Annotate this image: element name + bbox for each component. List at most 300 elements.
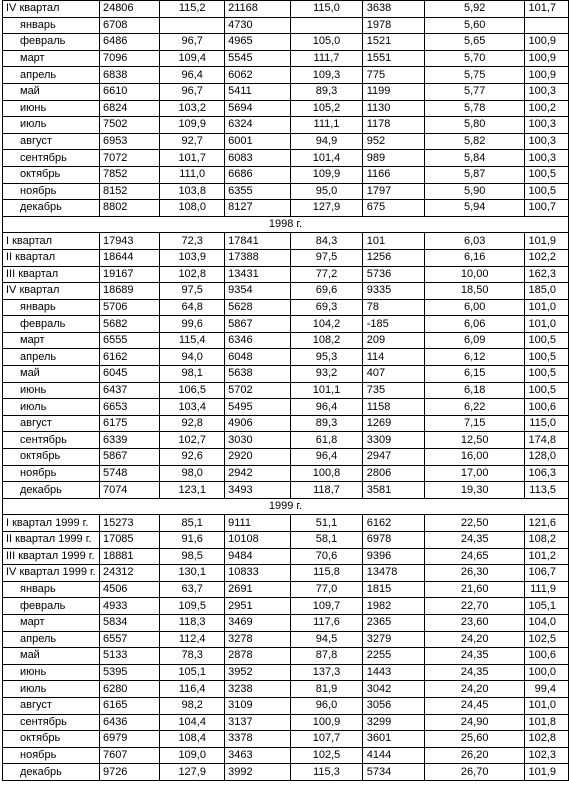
table-cell-col3: 96,7 (160, 83, 225, 100)
table-cell-col3: 85,1 (160, 515, 225, 532)
table-cell-col6: 114 (362, 349, 424, 366)
table-row (3, 515, 569, 532)
table-cell-col4: 3278 (225, 631, 291, 648)
table-cell-col4: 5702 (225, 382, 291, 399)
table-cell-col7: 17,00 (424, 465, 525, 482)
table-cell-col4: 3137 (225, 714, 291, 731)
table-cell-col6: 101 (362, 233, 424, 250)
table-cell-col6: 3279 (362, 631, 424, 648)
table-row (3, 664, 569, 681)
month-label: май (3, 83, 100, 100)
table-cell-col6: 1269 (362, 415, 424, 432)
table-cell-col4: 6083 (225, 150, 291, 167)
table-cell-col7: 22,70 (424, 598, 525, 615)
table-cell-col6: 5734 (362, 764, 424, 781)
table-cell-col2: 15273 (99, 515, 159, 532)
table-cell-col4: 8127 (225, 200, 291, 217)
table-cell-col8: 185,0 (525, 283, 569, 300)
table-cell-col3: 109,0 (160, 747, 225, 764)
table-cell-col5: 101,4 (291, 150, 362, 167)
table-cell-col8: 101,7 (525, 1, 569, 18)
table-cell-col4: 2920 (225, 449, 291, 466)
table-cell-col6: 1815 (362, 581, 424, 598)
table-row (3, 283, 569, 300)
table-cell-col3: 105,1 (160, 664, 225, 681)
table-cell-col4: 9354 (225, 283, 291, 300)
table-cell-col2: 7502 (99, 117, 159, 134)
table-cell-col6: 2806 (362, 465, 424, 482)
table-cell-col2: 4933 (99, 598, 159, 615)
table-cell-col6: 1166 (362, 166, 424, 183)
table-cell-col2: 18689 (99, 283, 159, 300)
table-cell-col4: 5694 (225, 100, 291, 117)
table-cell-col4: 3238 (225, 681, 291, 698)
table-cell-col7: 18,50 (424, 283, 525, 300)
table-cell-col7: 21,60 (424, 581, 525, 598)
table-cell-col7: 24,20 (424, 631, 525, 648)
table-cell-col5: 104,2 (291, 316, 362, 333)
table-cell-col2: 6653 (99, 399, 159, 416)
table-cell-col2: 5133 (99, 648, 159, 665)
table-cell-col8: 100,5 (525, 332, 569, 349)
quarter-label: III квартал (3, 266, 100, 283)
table-cell-col7: 22,50 (424, 515, 525, 532)
table-cell-col7: 5,87 (424, 166, 525, 183)
table-cell-col2: 6708 (99, 17, 159, 34)
table-cell-col5: 117,6 (291, 614, 362, 631)
table-cell-col7: 6,09 (424, 332, 525, 349)
table-cell-col2: 18881 (99, 548, 159, 565)
table-cell-col2: 6838 (99, 67, 159, 84)
table-cell-col5: 115,8 (291, 565, 362, 582)
month-label: октябрь (3, 731, 100, 748)
table-cell-col6: 952 (362, 133, 424, 150)
table-cell-col2: 7096 (99, 50, 159, 67)
table-cell-col4: 10833 (225, 565, 291, 582)
table-cell-col3: 64,8 (160, 299, 225, 316)
table-cell-col2: 24806 (99, 1, 159, 18)
table-cell-col8: 100,3 (525, 117, 569, 134)
table-cell-col5: 101,1 (291, 382, 362, 399)
table-cell-col3: 102,8 (160, 266, 225, 283)
table-cell-col2: 19167 (99, 266, 159, 283)
table-row (3, 399, 569, 416)
table-cell-col3: 97,5 (160, 283, 225, 300)
month-label: январь (3, 581, 100, 598)
month-label: сентябрь (3, 432, 100, 449)
table-cell-col7: 24,90 (424, 714, 525, 731)
table-cell-col5: 109,9 (291, 166, 362, 183)
table-cell-col6: 6162 (362, 515, 424, 532)
table-cell-col5: 94,9 (291, 133, 362, 150)
table-cell-col2: 17085 (99, 532, 159, 549)
table-cell-col4: 2878 (225, 648, 291, 665)
table-cell-col3: 112,4 (160, 631, 225, 648)
month-label: февраль (3, 598, 100, 615)
table-cell-col8: 162,3 (525, 266, 569, 283)
table-cell-col4: 6048 (225, 349, 291, 366)
table-row (3, 532, 569, 549)
table-cell-col7: 6,18 (424, 382, 525, 399)
month-label: апрель (3, 67, 100, 84)
table-cell-col7: 25,60 (424, 731, 525, 748)
table-cell-col5: 96,4 (291, 449, 362, 466)
table-cell-col2: 7607 (99, 747, 159, 764)
table-cell-col2: 6555 (99, 332, 159, 349)
table-cell-col2: 7074 (99, 482, 159, 499)
table-cell-col5: 84,3 (291, 233, 362, 250)
table-cell-col8: 100,3 (525, 83, 569, 100)
table-cell-col4: 5545 (225, 50, 291, 67)
table-cell-col3: 92,7 (160, 133, 225, 150)
month-label: февраль (3, 34, 100, 51)
table-cell-col8 (525, 17, 569, 34)
table-cell-col2: 8802 (99, 200, 159, 217)
table-row (3, 581, 569, 598)
table-cell-col7: 5,70 (424, 50, 525, 67)
table-cell-col2: 6162 (99, 349, 159, 366)
table-cell-col4: 2951 (225, 598, 291, 615)
table-cell-col3: 94,0 (160, 349, 225, 366)
table-cell-col8: 100,9 (525, 34, 569, 51)
table-cell-col5: 96,4 (291, 399, 362, 416)
month-label: ноябрь (3, 747, 100, 764)
table-cell-col4: 4730 (225, 17, 291, 34)
table-cell-col7: 16,00 (424, 449, 525, 466)
table-cell-col5: 94,5 (291, 631, 362, 648)
table-cell-col4: 3378 (225, 731, 291, 748)
table-cell-col7: 24,35 (424, 532, 525, 549)
table-cell-col2: 6165 (99, 697, 159, 714)
table-cell-col5: 51,1 (291, 515, 362, 532)
table-row (3, 67, 569, 84)
table-cell-col6: 1199 (362, 83, 424, 100)
month-label: ноябрь (3, 183, 100, 200)
table-row (3, 714, 569, 731)
table-cell-col2: 24312 (99, 565, 159, 582)
table-cell-col6: 9335 (362, 283, 424, 300)
table-cell-col3: 98,1 (160, 366, 225, 383)
table-cell-col8: 121,6 (525, 515, 569, 532)
table-cell-col8: 101,0 (525, 697, 569, 714)
month-label: март (3, 332, 100, 349)
table-cell-col5: 107,7 (291, 731, 362, 748)
table-cell-col3: 98,2 (160, 697, 225, 714)
table-cell-col6: 1797 (362, 183, 424, 200)
month-label: сентябрь (3, 714, 100, 731)
table-row (3, 100, 569, 117)
table-cell-col6: 209 (362, 332, 424, 349)
table-cell-col4: 6062 (225, 67, 291, 84)
table-cell-col7: 6,03 (424, 233, 525, 250)
table-row (3, 614, 569, 631)
table-row (3, 449, 569, 466)
table-cell-col6: 2365 (362, 614, 424, 631)
table-cell-col7: 6,15 (424, 366, 525, 383)
table-row (3, 631, 569, 648)
table-row (3, 83, 569, 100)
table-cell-col3: 118,3 (160, 614, 225, 631)
table-cell-col5: 137,3 (291, 664, 362, 681)
table-cell-col7: 6,16 (424, 249, 525, 266)
table-cell-col8: 101,0 (525, 316, 569, 333)
table-cell-col5: 115,3 (291, 764, 362, 781)
table-cell-col5: 77,2 (291, 266, 362, 283)
table-cell-col2: 17943 (99, 233, 159, 250)
table-cell-col6: 13478 (362, 565, 424, 582)
month-label: март (3, 614, 100, 631)
table-row (3, 482, 569, 499)
table-cell-col2: 6436 (99, 714, 159, 731)
table-cell-col2: 6557 (99, 631, 159, 648)
table-cell-col7: 12,50 (424, 432, 525, 449)
month-label: июнь (3, 664, 100, 681)
table-cell-col6: 735 (362, 382, 424, 399)
quarter-label: I квартал 1999 г. (3, 515, 100, 532)
table-cell-col2: 4506 (99, 581, 159, 598)
table-cell-col8: 101,2 (525, 548, 569, 565)
table-row (3, 648, 569, 665)
table-row (3, 415, 569, 432)
table-cell-col5: 96,0 (291, 697, 362, 714)
table-cell-col5: 69,3 (291, 299, 362, 316)
table-cell-col3: 108,4 (160, 731, 225, 748)
table-cell-col8: 100,5 (525, 382, 569, 399)
table-cell-col3: 130,1 (160, 565, 225, 582)
month-label: декабрь (3, 764, 100, 781)
table-cell-col3: 108,0 (160, 200, 225, 217)
month-label: декабрь (3, 482, 100, 499)
table-cell-col4: 2691 (225, 581, 291, 598)
table-cell-col6: 3309 (362, 432, 424, 449)
table-cell-col7: 5,80 (424, 117, 525, 134)
table-cell-col4: 21168 (225, 1, 291, 18)
table-cell-col2: 9726 (99, 764, 159, 781)
quarter-label: II квартал (3, 249, 100, 266)
table-cell-col7: 5,90 (424, 183, 525, 200)
table-cell-col7: 5,78 (424, 100, 525, 117)
table-cell-col3: 109,9 (160, 117, 225, 134)
table-cell-col6: 1158 (362, 399, 424, 416)
month-label: февраль (3, 316, 100, 333)
table-cell-col7: 5,84 (424, 150, 525, 167)
table-cell-col5: 108,2 (291, 332, 362, 349)
table-cell-col5: 111,1 (291, 117, 362, 134)
table-cell-col7: 24,35 (424, 664, 525, 681)
table-cell-col6: 1982 (362, 598, 424, 615)
table-row (3, 697, 569, 714)
table-cell-col2: 6437 (99, 382, 159, 399)
table-cell-col3: 111,0 (160, 166, 225, 183)
table-cell-col8: 100,5 (525, 166, 569, 183)
quarter-label: IV квартал (3, 283, 100, 300)
table-cell-col2: 5682 (99, 316, 159, 333)
table-cell-col5: 105,0 (291, 34, 362, 51)
table-cell-col4: 9484 (225, 548, 291, 565)
table-cell-col5: 118,7 (291, 482, 362, 499)
table-cell-col3: 101,7 (160, 150, 225, 167)
month-label: июль (3, 681, 100, 698)
table-cell-col6: 1443 (362, 664, 424, 681)
statistics-table-sheet (2, 0, 569, 781)
table-cell-col7: 6,00 (424, 299, 525, 316)
table-cell-col3: 123,1 (160, 482, 225, 499)
table-cell-col4: 3463 (225, 747, 291, 764)
month-label: август (3, 133, 100, 150)
table-cell-col5: 105,2 (291, 100, 362, 117)
table-cell-col8: 101,9 (525, 233, 569, 250)
section-year-heading: 1999 г. (3, 498, 569, 515)
table-cell-col7: 10,00 (424, 266, 525, 283)
table-cell-col4: 6324 (225, 117, 291, 134)
table-cell-col8: 113,5 (525, 482, 569, 499)
table-cell-col7: 5,77 (424, 83, 525, 100)
table-cell-col3: 109,5 (160, 598, 225, 615)
month-label: июнь (3, 100, 100, 117)
table-cell-col4: 5628 (225, 299, 291, 316)
table-cell-col8: 102,3 (525, 747, 569, 764)
table-cell-col8: 100,5 (525, 349, 569, 366)
table-cell-col3: 106,5 (160, 382, 225, 399)
table-cell-col6: 3042 (362, 681, 424, 698)
table-cell-col5: 95,0 (291, 183, 362, 200)
table-cell-col4: 6346 (225, 332, 291, 349)
table-cell-col3: 96,4 (160, 67, 225, 84)
month-label: июль (3, 117, 100, 134)
table-cell-col6: 78 (362, 299, 424, 316)
table-cell-col4: 3030 (225, 432, 291, 449)
table-cell-col8: 115,0 (525, 415, 569, 432)
month-label: май (3, 366, 100, 383)
table-cell-col2: 7852 (99, 166, 159, 183)
table-cell-col8: 102,2 (525, 249, 569, 266)
table-row (3, 50, 569, 67)
table-cell-col3: 91,6 (160, 532, 225, 549)
table-cell-col6: 2255 (362, 648, 424, 665)
table-cell-col6: 675 (362, 200, 424, 217)
table-cell-col6: 3601 (362, 731, 424, 748)
table-cell-col5: 95,3 (291, 349, 362, 366)
table-cell-col7: 6,06 (424, 316, 525, 333)
table-row (3, 565, 569, 582)
table-cell-col7: 5,60 (424, 17, 525, 34)
table-row (3, 747, 569, 764)
table-cell-col6: 5736 (362, 266, 424, 283)
table-cell-col7: 7,15 (424, 415, 525, 432)
table-cell-col8: 100,6 (525, 399, 569, 416)
table-cell-col3: 116,4 (160, 681, 225, 698)
month-label: ноябрь (3, 465, 100, 482)
month-label: июль (3, 399, 100, 416)
table-cell-col8: 100,9 (525, 67, 569, 84)
table-row (3, 150, 569, 167)
table-cell-col8: 101,0 (525, 299, 569, 316)
table-row (3, 332, 569, 349)
table-cell-col2: 8152 (99, 183, 159, 200)
table-cell-col7: 5,94 (424, 200, 525, 217)
month-label: август (3, 697, 100, 714)
quarter-label: III квартал 1999 г. (3, 548, 100, 565)
table-cell-col2: 6824 (99, 100, 159, 117)
table-cell-col4: 3109 (225, 697, 291, 714)
table-cell-col3: 72,3 (160, 233, 225, 250)
table-cell-col5: 70,6 (291, 548, 362, 565)
table-cell-col2: 6175 (99, 415, 159, 432)
table-cell-col7: 5,75 (424, 67, 525, 84)
table-row (3, 764, 569, 781)
table-cell-col2: 6045 (99, 366, 159, 383)
table-cell-col6: 1521 (362, 34, 424, 51)
table-cell-col2: 5706 (99, 299, 159, 316)
table-row (3, 465, 569, 482)
table-cell-col2: 6610 (99, 83, 159, 100)
table-row (3, 731, 569, 748)
table-cell-col3: 115,2 (160, 1, 225, 18)
table-cell-col3: 109,4 (160, 50, 225, 67)
table-cell-col4: 9111 (225, 515, 291, 532)
section-header-row (3, 216, 569, 233)
table-cell-col2: 5395 (99, 664, 159, 681)
table-cell-col3: 127,9 (160, 764, 225, 781)
table-cell-col4: 5638 (225, 366, 291, 383)
table-cell-col4: 2942 (225, 465, 291, 482)
section-header-row (3, 498, 569, 515)
table-cell-col6: 1978 (362, 17, 424, 34)
table-cell-col4: 6001 (225, 133, 291, 150)
table-row (3, 249, 569, 266)
table-cell-col4: 13431 (225, 266, 291, 283)
table-row (3, 266, 569, 283)
table-cell-col7: 5,82 (424, 133, 525, 150)
table-cell-col8: 100,2 (525, 100, 569, 117)
table-row (3, 117, 569, 134)
table-cell-col7: 26,20 (424, 747, 525, 764)
table-cell-col6: 9396 (362, 548, 424, 565)
table-cell-col4: 17841 (225, 233, 291, 250)
table-cell-col6: 407 (362, 366, 424, 383)
table-cell-col5: 58,1 (291, 532, 362, 549)
table-cell-col7: 26,70 (424, 764, 525, 781)
table-cell-col7: 5,92 (424, 1, 525, 18)
table-cell-col6: 989 (362, 150, 424, 167)
table-cell-col3: 92,8 (160, 415, 225, 432)
table-cell-col8: 111,9 (525, 581, 569, 598)
table-cell-col8: 100,3 (525, 150, 569, 167)
table-cell-col2: 5867 (99, 449, 159, 466)
table-row (3, 598, 569, 615)
table-cell-col8: 100,5 (525, 183, 569, 200)
table-cell-col3 (160, 17, 225, 34)
statistics-table (2, 0, 569, 781)
table-cell-col3: 115,4 (160, 332, 225, 349)
table-cell-col5: 89,3 (291, 415, 362, 432)
table-cell-col8: 108,2 (525, 532, 569, 549)
table-cell-col6: 3638 (362, 1, 424, 18)
table-cell-col3: 98,5 (160, 548, 225, 565)
month-label: декабрь (3, 200, 100, 217)
table-cell-col7: 26,30 (424, 565, 525, 582)
table-cell-col4: 10108 (225, 532, 291, 549)
table-cell-col2: 6486 (99, 34, 159, 51)
table-cell-col3: 103,9 (160, 249, 225, 266)
table-row (3, 681, 569, 698)
month-label: март (3, 50, 100, 67)
table-cell-col7: 24,35 (424, 648, 525, 665)
table-cell-col4: 17388 (225, 249, 291, 266)
table-row (3, 233, 569, 250)
table-cell-col7: 6,22 (424, 399, 525, 416)
table-cell-col8: 102,8 (525, 731, 569, 748)
